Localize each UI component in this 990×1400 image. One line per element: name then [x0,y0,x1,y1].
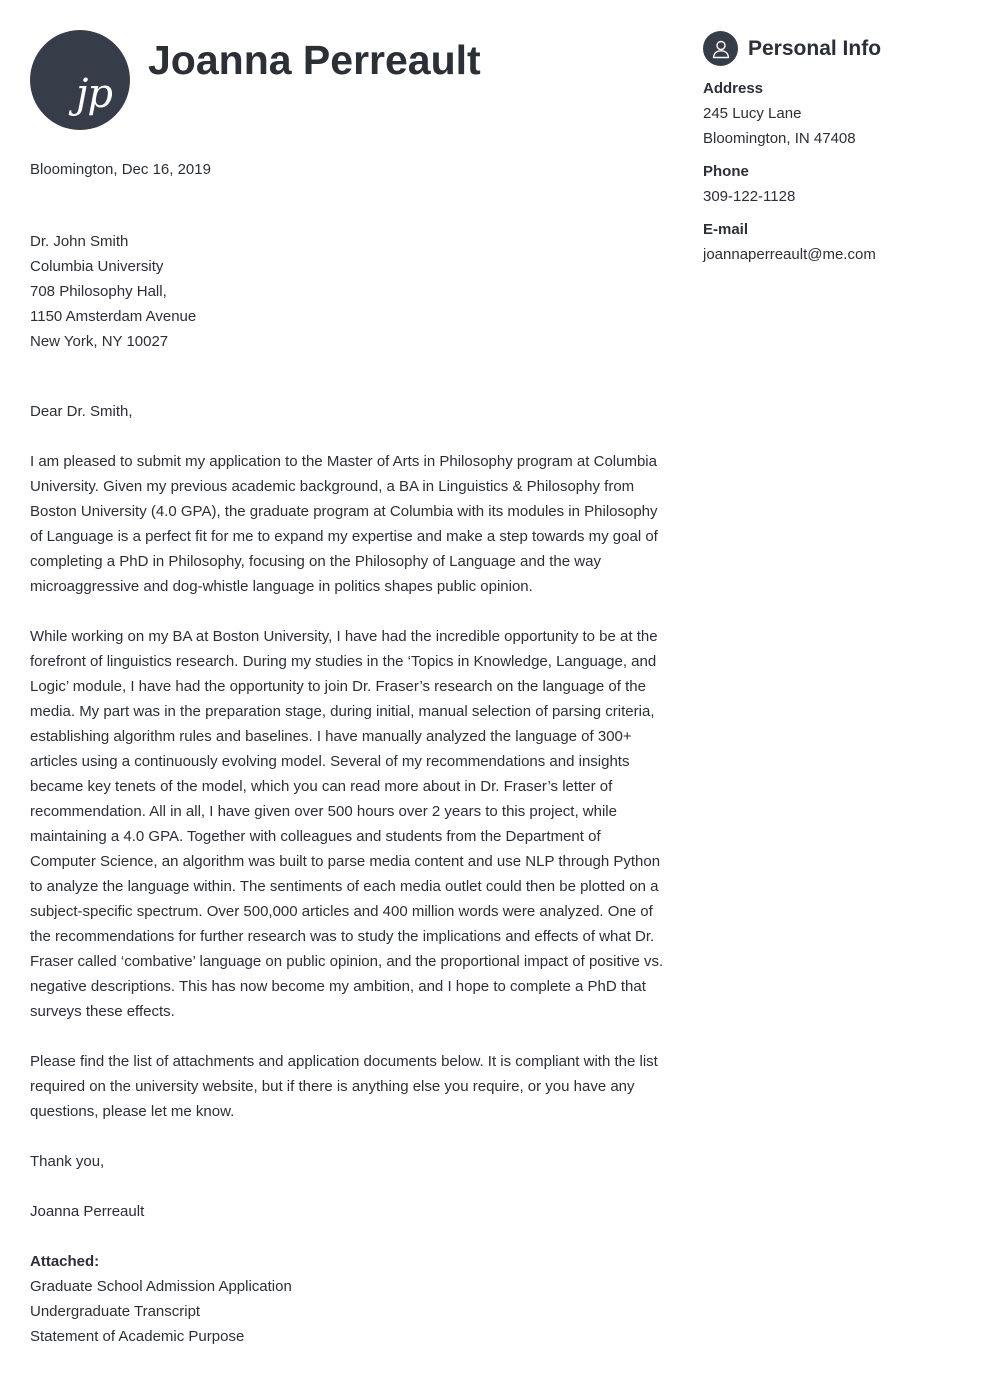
phone-label: Phone [703,163,749,180]
attachment-item: Graduate School Admission Application [30,1278,292,1295]
personal-info-header [703,31,973,66]
person-icon [703,31,738,66]
personal-info-sidebar [703,31,973,267]
address-line: Bloomington, IN 47408 [703,130,856,147]
letter-main [30,30,670,1349]
address-line: 245 Lucy Lane [703,105,802,122]
email-block [703,217,973,267]
recipient-block [30,229,670,354]
letter-header [30,30,670,130]
recipient-line: Dr. John Smith [30,233,129,250]
phone-value: 309-122-1128 [703,188,796,205]
recipient-line: Columbia University [30,258,164,275]
recipient-line: 1150 Amsterdam Avenue [30,308,197,325]
monogram-text: jp [76,71,113,117]
body-paragraph-1: I am pleased to submit my application to the Master of Arts in Philosophy program at Columbia University. Given my previous academic background, a BA in Linguistics & Philosophy from Boston University (4.0 GPA), the graduate program at Columbia with its modules in Philosophy of Language is a perfect fit for me to expand my expertise and make a step towards my goal of completing a PhD in Philosophy, focusing on the Philosophy of Language and the way microaggressive and dog-whistle language in politics shapes public opinion. [30,453,658,595]
address-block [703,76,973,151]
applicant-name: Joanna Perreault [148,37,481,83]
letter-date: Bloomington, Dec 16, 2019 [30,161,211,178]
attachment-item: Statement of Academic Purpose [30,1328,245,1345]
phone-block [703,159,973,209]
attachments-title: Attached: [30,1253,100,1270]
recipient-line: 708 Philosophy Hall, [30,283,167,300]
signature-name: Joanna Perreault [30,1203,145,1220]
monogram-avatar [30,30,130,130]
closing: Thank you, [30,1153,105,1170]
email-label: E-mail [703,221,749,238]
recipient-line: New York, NY 10027 [30,333,169,350]
address-label: Address [703,80,764,97]
person-icon-glyph [711,39,731,59]
email-value: joannaperreault@me.com [703,246,876,263]
attachment-item: Undergraduate Transcript [30,1303,201,1320]
salutation: Dear Dr. Smith, [30,403,133,420]
body-paragraph-2: While working on my BA at Boston University, I have had the incredible opportunity to be at the forefront of linguistics research. During my studies in the ‘Topics in Knowledge, Language, and Logic’ module, I have had the opportunity to join Dr. Fraser’s research on the language of the media. My part was in the preparation stage, during initial, manual selection of parsing criteria, establishing algorithm rules and baselines. I have manually analyzed the language of 300+ articles using a continuously evolving model. Several of my recommendations and insights became key tenets of the model, which you can read more about in Dr. Fraser’s letter of recommendation. All in all, I have given over 500 hours over 2 years to this project, while maintaining a 4.0 GPA. Together with colleagues and students from the Department of Computer Science, an algorithm was built to parse media content and use NLP through Python to analyze the language within. The sentiments of each media outlet could then be plotted on a subject-specific spectrum. Over 500,000 articles and 400 million words were analyzed. One of the recommendations for further research was to study the implications and effects of what Dr. Fraser called ‘combative’ language on public opinion, and the proportional impact of positive vs. negative descriptions. This has now become my ambition, and I hope to complete a PhD that surveys these effects. [30,628,664,1020]
personal-info-title: Personal Info [748,36,882,60]
attachments-block [30,1249,670,1349]
body-paragraph-3: Please find the list of attachments and application documents below. It is compliant with the list required on the university website, but if there is anything else you require, or you have any questions, please let me know. [30,1053,658,1120]
